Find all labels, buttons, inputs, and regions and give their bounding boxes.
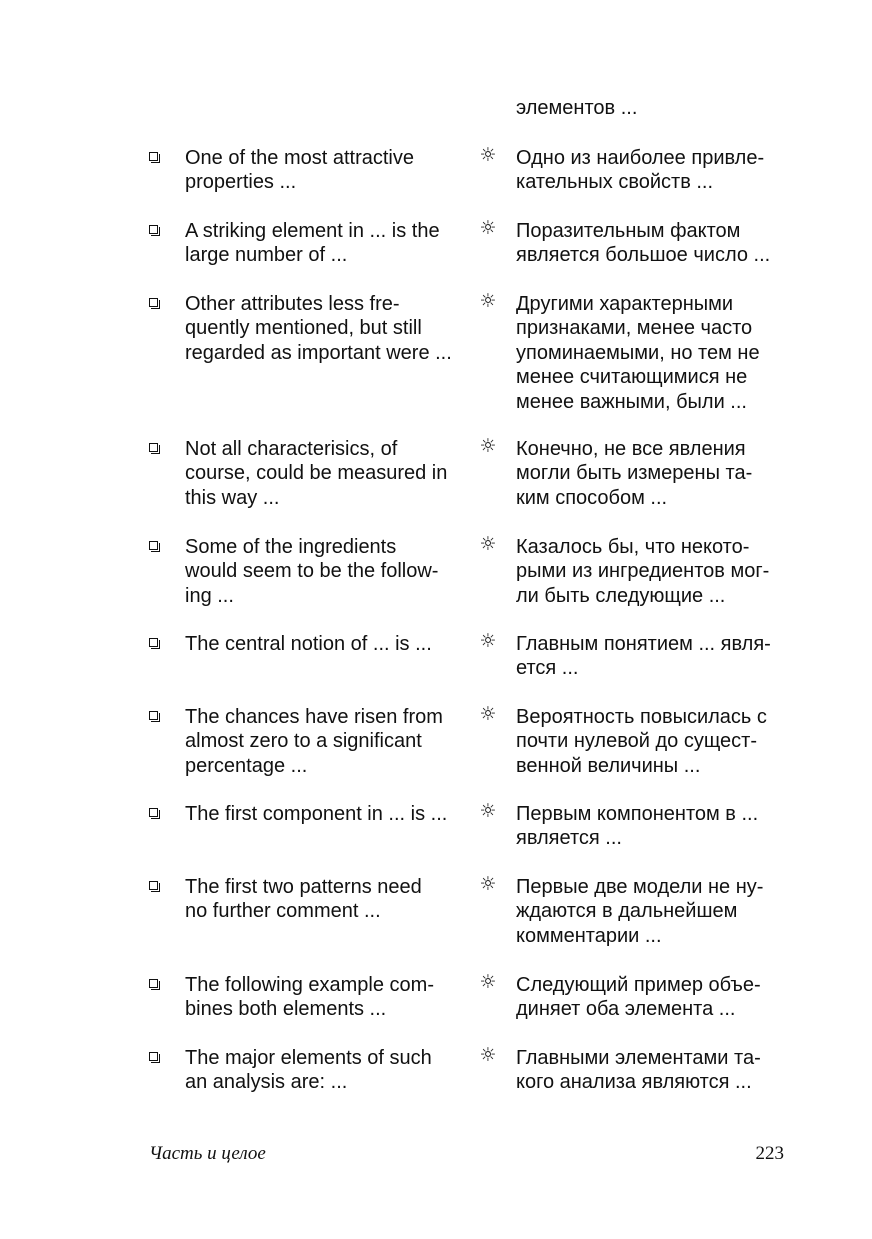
checkbox-square-icon bbox=[149, 225, 158, 234]
russian-phrase: Одно из наиболее привле- кательных свойств ... bbox=[516, 147, 765, 194]
checkbox-square-icon bbox=[149, 979, 158, 988]
russian-phrase: Конечно, не все явления могли быть измерены та- ким способом ... bbox=[516, 438, 753, 509]
russian-phrase: Казалось бы, что некото- рыми из ингредиентов мог- ли быть следующие ... bbox=[516, 536, 770, 607]
english-phrase: Not all characterisics, of course, could be measured in this way ... bbox=[185, 438, 448, 509]
checkbox-square-icon bbox=[149, 443, 158, 452]
sun-icon: ☼ bbox=[479, 1044, 497, 1066]
russian-phrase: Вероятность повысилась с почти нулевой до сущест- венной величины ... bbox=[516, 706, 767, 777]
sun-icon: ☼ bbox=[479, 800, 497, 822]
sun-icon: ☼ bbox=[479, 703, 497, 725]
english-phrase: The first two patterns need no further comment ... bbox=[185, 876, 422, 923]
footer-section-title: Часть и целое bbox=[149, 1143, 266, 1164]
russian-phrase: Следующий пример объе- диняет оба элемента ... bbox=[516, 974, 761, 1021]
sun-icon: ☼ bbox=[479, 217, 497, 239]
checkbox-square-icon bbox=[149, 298, 158, 307]
english-phrase: A striking element in ... is the large number of ... bbox=[185, 220, 440, 267]
checkbox-square-icon bbox=[149, 541, 158, 550]
sun-icon: ☼ bbox=[479, 533, 497, 555]
sun-icon: ☼ bbox=[479, 873, 497, 895]
sun-icon: ☼ bbox=[479, 971, 497, 993]
page-number: 223 bbox=[755, 1143, 784, 1164]
english-phrase: The following example com- bines both elements ... bbox=[185, 974, 434, 1021]
english-phrase: The major elements of such an analysis are: ... bbox=[185, 1047, 432, 1094]
checkbox-square-icon bbox=[149, 881, 158, 890]
english-phrase: Other attributes less fre- quently mentioned, but still regarded as important were ... bbox=[185, 293, 452, 364]
continuation-text: элементов ... bbox=[516, 97, 638, 119]
russian-phrase: Первым компонентом в ... является ... bbox=[516, 803, 759, 850]
english-phrase: The first component in ... is ... bbox=[185, 803, 448, 825]
russian-phrase: Главными элементами та- кого анализа являются ... bbox=[516, 1047, 761, 1094]
checkbox-square-icon bbox=[149, 808, 158, 817]
russian-phrase: Поразительным фактом является большое число ... bbox=[516, 220, 771, 267]
sun-icon: ☼ bbox=[479, 144, 497, 166]
checkbox-square-icon bbox=[149, 1052, 158, 1061]
sun-icon: ☼ bbox=[479, 290, 497, 312]
english-phrase: The chances have risen from almost zero to a significant percentage ... bbox=[185, 706, 443, 777]
checkbox-square-icon bbox=[149, 152, 158, 161]
checkbox-square-icon bbox=[149, 711, 158, 720]
russian-phrase: Главным понятием ... явля- ется ... bbox=[516, 633, 771, 680]
russian-phrase: Другими характерными признаками, менее часто упоминаемыми, но тем не менее считающимися не менее важными, были ... bbox=[516, 293, 760, 413]
sun-icon: ☼ bbox=[479, 435, 497, 457]
sun-icon: ☼ bbox=[479, 630, 497, 652]
checkbox-square-icon bbox=[149, 638, 158, 647]
english-phrase: One of the most attractive properties ... bbox=[185, 147, 414, 194]
english-phrase: The central notion of ... is ... bbox=[185, 633, 432, 655]
russian-phrase: Первые две модели не ну- ждаются в дальнейшем комментарии ... bbox=[516, 876, 764, 947]
english-phrase: Some of the ingredients would seem to be the follow- ing ... bbox=[185, 536, 439, 607]
